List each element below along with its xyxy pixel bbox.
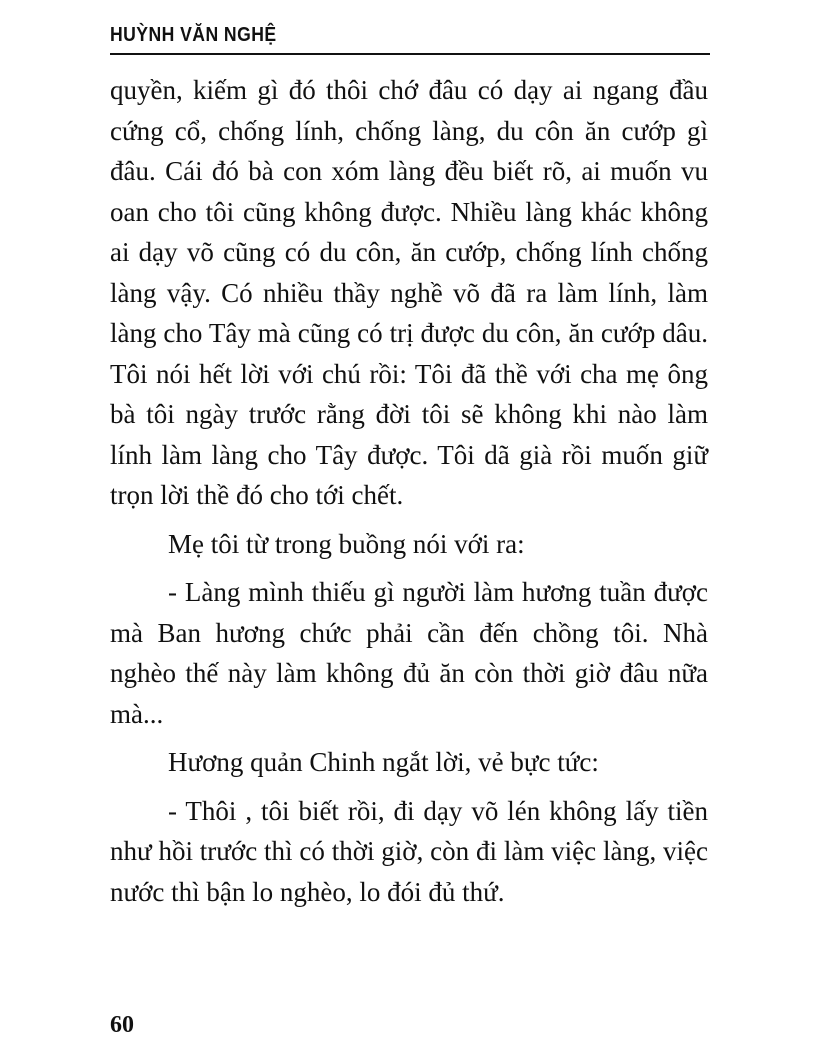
paragraph-3: - Làng mình thiếu gì người làm hương tuần được mà Ban hương chức phải cần đến chồng tôi. Nhà nghèo thế này làm không đủ ăn còn thời giờ đâu nữa mà... [110,577,708,729]
paragraph-1: quyền, kiếm gì đó thôi chớ đâu có dạy ai ngang đầu cứng cổ, chống lính, chống làng, du côn ăn cướp gì đâu. Cái đó bà con xóm làng đều biết rõ, ai muốn vu oan cho tôi cũng không được. Nhiều làng khác không ai dạy võ cũng có du côn, ăn cướp, chống lính chống làng vậy. Có nhiều thầy nghề võ đã ra làm lính, làm làng cho Tây mà cũng có trị được du côn, ăn cướp dâu. Tôi nói hết lời với chú rồi: Tôi đã thề với cha mẹ ông bà tôi ngày trước rằng đời tôi sẽ không khi nào làm lính làm làng cho Tây được. Tôi dã già rồi muốn giữ trọn lời thề đó cho tới chết. [110,75,708,510]
paragraph-4: Hương quản Chinh ngắt lời, vẻ bực tức: [168,747,599,777]
header-rule [110,53,710,55]
page-number: 60 [110,1012,134,1038]
header-title: HUỲNH VĂN NGHỆ [110,24,277,46]
paragraph-5: - Thôi , tôi biết rồi, đi dạy võ lén không lấy tiền như hồi trước thì có thời giờ, còn đi làm việc làng, việc nước thì bận lo nghèo, lo đói đủ thứ. [110,795,708,907]
body-text [110,70,708,912]
running-header [110,22,710,56]
paragraph-2: Mẹ tôi từ trong buồng nói với ra: [168,528,525,559]
